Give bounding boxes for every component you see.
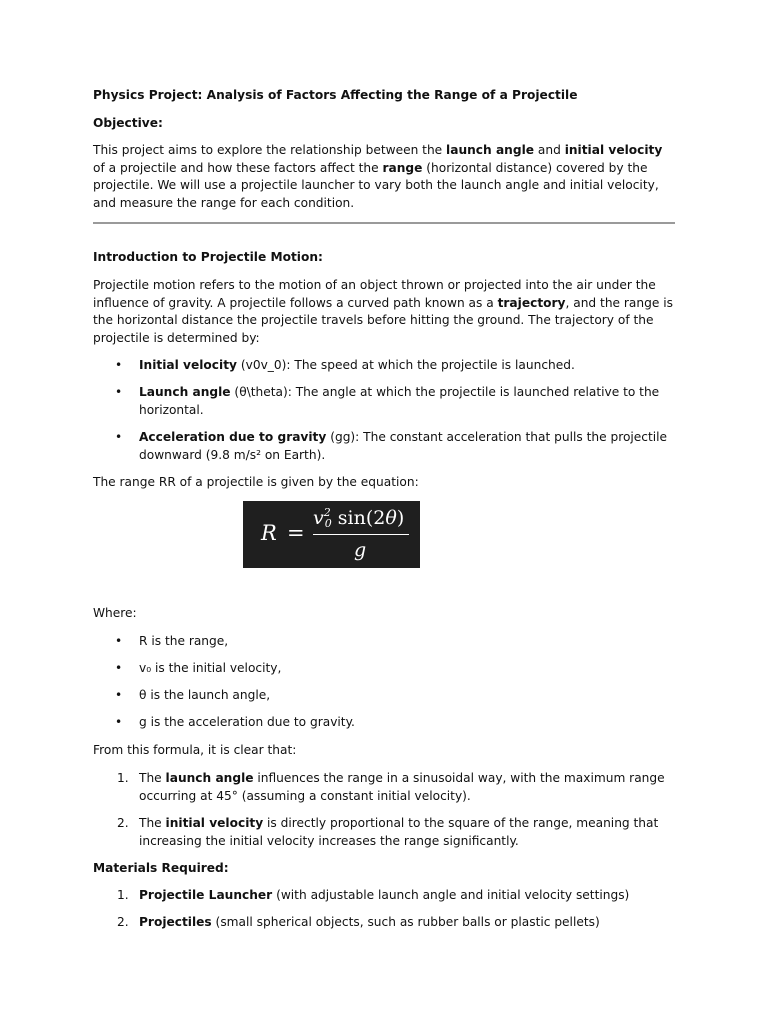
formula-numerator: $v^20$ sin(2θ)	[313, 506, 405, 530]
bullet-marker: •	[115, 634, 123, 648]
item-number: 2.	[117, 915, 129, 929]
materials-heading: Materials Required:	[93, 861, 229, 875]
list-item: • v₀ is the initial velocity,	[139, 660, 675, 678]
numbered-item: 2. Projectiles (small spherical objects, such as rubber balls or plastic pellets)	[139, 914, 675, 932]
formula-denominator: g	[354, 539, 367, 561]
formula-lhs: R	[261, 521, 277, 545]
intro-paragraph: Projectile motion refers to the motion of an object thrown or projected into the air under the influence of gravity. A projectile follows a curved path known as a trajectory, and the range is the horizontal distance the projectile travels before hitting the ground. The trajectory of the projectile is determined by:	[93, 278, 673, 345]
bullet-marker: •	[115, 661, 123, 675]
horizontal-rule	[93, 222, 675, 224]
numbered-item: 1. Projectile Launcher (with adjustable launch angle and initial velocity settings)	[139, 887, 675, 905]
bullet-marker: •	[115, 688, 123, 702]
formula-equals: =	[287, 521, 305, 545]
list-item: • R is the range,	[139, 633, 675, 651]
range-text: The range RR of a projectile is given by the equation:	[93, 475, 419, 489]
list-item: • θ is the launch angle,	[139, 687, 675, 705]
list-item: • Acceleration due to gravity (gg): The constant acceleration that pulls the projectile downward (9.8 m/s² on Earth).	[115, 430, 668, 462]
list-item: • Launch angle (θ\theta): The angle at which the projectile is launched relative to the horizontal.	[115, 385, 660, 417]
where-label: Where:	[93, 606, 137, 620]
bullet-marker: •	[115, 358, 123, 372]
objective-paragraph: This project aims to explore the relationship between the launch angle and initial velocity of a projectile and how these factors affect the range (horizontal distance) covered by the projectile. We will use a projectile launcher to vary both the launch angle and initial velocity, and measure the range for each condition.	[93, 143, 663, 210]
numbered-item: 2. The initial velocity is directly proportional to the square of the range, meaning that increasing the initial velocity increases the range significantly.	[117, 816, 659, 848]
formula-notes-lead: From this formula, it is clear that:	[93, 743, 297, 757]
bullet-marker: •	[115, 385, 123, 399]
item-number: 1.	[117, 771, 129, 785]
item-number: 1.	[117, 888, 129, 902]
bullet-marker: •	[115, 715, 123, 729]
list-item: • Initial velocity (v0v_0): The speed at which the projectile is launched.	[139, 357, 675, 375]
fraction-bar	[313, 534, 409, 535]
item-number: 2.	[117, 816, 129, 830]
document-title: Physics Project: Analysis of Factors Affecting the Range of a Projectile	[93, 88, 578, 102]
list-item: • g is the acceleration due to gravity.	[139, 714, 675, 732]
bullet-marker: •	[115, 430, 123, 444]
range-formula-image	[243, 501, 420, 568]
objective-heading: Objective:	[93, 116, 163, 130]
numbered-item: 1. The launch angle influences the range in a sinusoidal way, with the maximum range occurring at 45° (assuming a constant initial velocity).	[117, 771, 665, 803]
intro-heading: Introduction to Projectile Motion:	[93, 250, 323, 264]
